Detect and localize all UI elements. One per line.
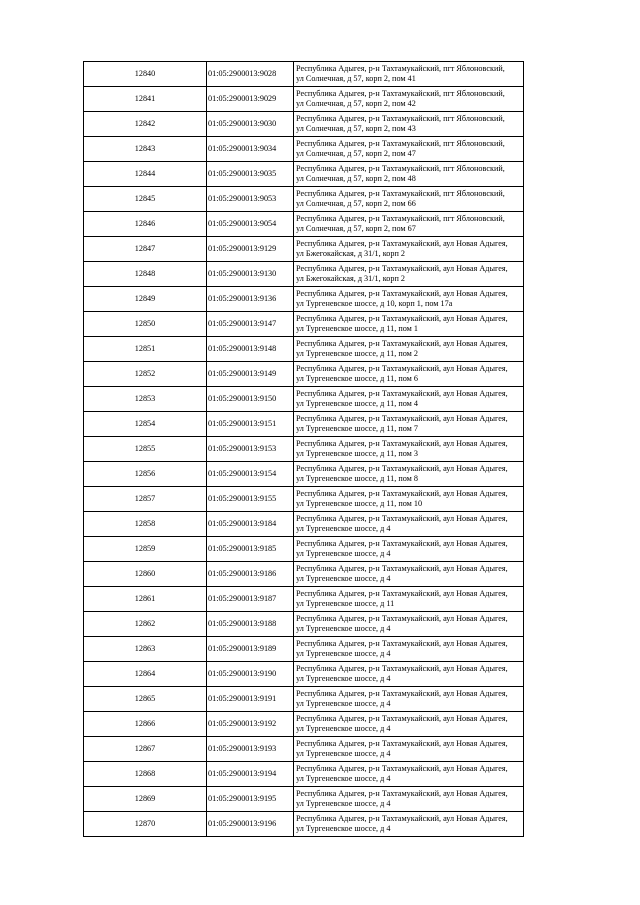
address-line-2: ул Солнечная, д 57, корп 2, пом 43	[296, 124, 416, 133]
address-line-2: ул Тургеневское шоссе, д 4	[296, 524, 391, 533]
address-line-1: Республика Адыгея, р-н Тахтамукайский, пгт Яблоновский,	[296, 189, 505, 199]
row-number-cell: 12867	[84, 737, 207, 762]
address-line-2: ул Тургеневское шоссе, д 11	[296, 599, 395, 608]
address-cell	[294, 537, 524, 562]
cadastral-number-cell: 01:05:2900013:9155	[207, 487, 294, 512]
address-line-2: ул Тургеневское шоссе, д 11, пом 3	[296, 449, 418, 458]
row-number-cell: 12852	[84, 362, 207, 387]
address-cell	[294, 437, 524, 462]
address-cell	[294, 337, 524, 362]
address-line-1: Республика Адыгея, р-н Тахтамукайский, аул Новая Адыгея,	[296, 289, 508, 299]
registry-table	[83, 61, 524, 837]
row-number-cell: 12848	[84, 262, 207, 287]
table-row	[84, 112, 524, 137]
address-line-2: ул Тургеневское шоссе, д 11, пом 10	[296, 499, 423, 508]
address-line-1: Республика Адыгея, р-н Тахтамукайский, аул Новая Адыгея,	[296, 364, 508, 374]
row-number-cell: 12869	[84, 787, 207, 812]
table-row	[84, 712, 524, 737]
cadastral-number-cell: 01:05:2900013:9194	[207, 762, 294, 787]
address-line-2: ул Тургеневское шоссе, д 11, пом 2	[296, 349, 418, 358]
table-row	[84, 737, 524, 762]
address-cell	[294, 112, 524, 137]
row-number-cell: 12859	[84, 537, 207, 562]
address-line-1: Республика Адыгея, р-н Тахтамукайский, аул Новая Адыгея,	[296, 764, 508, 774]
address-line-2: ул Тургеневское шоссе, д 4	[296, 774, 391, 783]
address-cell	[294, 62, 524, 87]
table-row	[84, 562, 524, 587]
table-row	[84, 612, 524, 637]
address-line-2: ул Тургеневское шоссе, д 4	[296, 749, 391, 758]
cadastral-number-cell: 01:05:2900013:9188	[207, 612, 294, 637]
table-row	[84, 812, 524, 837]
address-line-1: Республика Адыгея, р-н Тахтамукайский, аул Новая Адыгея,	[296, 664, 508, 674]
cadastral-number-cell: 01:05:2900013:9149	[207, 362, 294, 387]
address-cell	[294, 137, 524, 162]
address-line-1: Республика Адыгея, р-н Тахтамукайский, пгт Яблоновский,	[296, 114, 505, 124]
cadastral-number-cell: 01:05:2900013:9185	[207, 537, 294, 562]
row-number-cell: 12843	[84, 137, 207, 162]
address-cell	[294, 162, 524, 187]
address-cell	[294, 262, 524, 287]
cadastral-number-cell: 01:05:2900013:9129	[207, 237, 294, 262]
cadastral-number-cell: 01:05:2900013:9034	[207, 137, 294, 162]
cadastral-number-cell: 01:05:2900013:9154	[207, 462, 294, 487]
address-cell	[294, 662, 524, 687]
address-cell	[294, 462, 524, 487]
address-line-2: ул Тургеневское шоссе, д 4	[296, 824, 391, 833]
address-line-2: ул Тургеневское шоссе, д 4	[296, 549, 391, 558]
address-line-2: ул Солнечная, д 57, корп 2, пом 48	[296, 174, 416, 183]
address-cell	[294, 737, 524, 762]
address-line-2: ул Бжегокайская, д 31/1, корп 2	[296, 249, 405, 258]
table-row	[84, 262, 524, 287]
row-number-cell: 12865	[84, 687, 207, 712]
table-row	[84, 362, 524, 387]
address-cell	[294, 387, 524, 412]
address-line-2: ул Солнечная, д 57, корп 2, пом 67	[296, 224, 416, 233]
address-line-2: ул Солнечная, д 57, корп 2, пом 42	[296, 99, 416, 108]
cadastral-number-cell: 01:05:2900013:9030	[207, 112, 294, 137]
address-line-2: ул Тургеневское шоссе, д 11, пом 1	[296, 324, 418, 333]
row-number-cell: 12870	[84, 812, 207, 837]
table-row	[84, 637, 524, 662]
address-line-1: Республика Адыгея, р-н Тахтамукайский, аул Новая Адыгея,	[296, 714, 508, 724]
address-line-1: Республика Адыгея, р-н Тахтамукайский, аул Новая Адыгея,	[296, 814, 508, 824]
cadastral-number-cell: 01:05:2900013:9035	[207, 162, 294, 187]
table-row	[84, 162, 524, 187]
table-row	[84, 462, 524, 487]
table-row	[84, 587, 524, 612]
address-cell	[294, 312, 524, 337]
row-number-cell: 12857	[84, 487, 207, 512]
cadastral-number-cell: 01:05:2900013:9192	[207, 712, 294, 737]
address-line-2: ул Тургеневское шоссе, д 4	[296, 649, 391, 658]
address-line-1: Республика Адыгея, р-н Тахтамукайский, аул Новая Адыгея,	[296, 739, 508, 749]
address-line-1: Республика Адыгея, р-н Тахтамукайский, аул Новая Адыгея,	[296, 614, 508, 624]
row-number-cell: 12851	[84, 337, 207, 362]
table-row	[84, 487, 524, 512]
address-line-1: Республика Адыгея, р-н Тахтамукайский, пгт Яблоновский,	[296, 89, 505, 99]
address-line-2: ул Тургеневское шоссе, д 4	[296, 724, 391, 733]
address-line-2: ул Тургеневское шоссе, д 11, пом 7	[296, 424, 418, 433]
table-row	[84, 412, 524, 437]
address-line-2: ул Солнечная, д 57, корп 2, пом 41	[296, 74, 416, 83]
registry-table-body	[84, 62, 524, 837]
table-row	[84, 787, 524, 812]
address-line-2: ул Тургеневское шоссе, д 4	[296, 624, 391, 633]
address-line-2: ул Тургеневское шоссе, д 4	[296, 799, 391, 808]
address-line-1: Республика Адыгея, р-н Тахтамукайский, аул Новая Адыгея,	[296, 514, 508, 524]
row-number-cell: 12847	[84, 237, 207, 262]
address-line-2: ул Тургеневское шоссе, д 4	[296, 574, 391, 583]
table-row	[84, 212, 524, 237]
cadastral-number-cell: 01:05:2900013:9184	[207, 512, 294, 537]
address-cell	[294, 687, 524, 712]
address-line-1: Республика Адыгея, р-н Тахтамукайский, пгт Яблоновский,	[296, 64, 505, 74]
cadastral-number-cell: 01:05:2900013:9187	[207, 587, 294, 612]
address-line-2: ул Тургеневское шоссе, д 10, корп 1, пом 17а	[296, 299, 453, 308]
address-line-2: ул Солнечная, д 57, корп 2, пом 66	[296, 199, 416, 208]
cadastral-number-cell: 01:05:2900013:9195	[207, 787, 294, 812]
address-line-1: Республика Адыгея, р-н Тахтамукайский, аул Новая Адыгея,	[296, 264, 508, 274]
address-line-1: Республика Адыгея, р-н Тахтамукайский, аул Новая Адыгея,	[296, 589, 508, 599]
cadastral-number-cell: 01:05:2900013:9196	[207, 812, 294, 837]
row-number-cell: 12861	[84, 587, 207, 612]
table-row	[84, 762, 524, 787]
cadastral-number-cell: 01:05:2900013:9186	[207, 562, 294, 587]
row-number-cell: 12868	[84, 762, 207, 787]
address-cell	[294, 87, 524, 112]
address-cell	[294, 762, 524, 787]
table-row	[84, 187, 524, 212]
cadastral-number-cell: 01:05:2900013:9191	[207, 687, 294, 712]
table-row	[84, 512, 524, 537]
address-cell	[294, 287, 524, 312]
address-line-1: Республика Адыгея, р-н Тахтамукайский, аул Новая Адыгея,	[296, 564, 508, 574]
address-line-1: Республика Адыгея, р-н Тахтамукайский, аул Новая Адыгея,	[296, 789, 508, 799]
row-number-cell: 12858	[84, 512, 207, 537]
table-row	[84, 312, 524, 337]
row-number-cell: 12862	[84, 612, 207, 637]
address-cell	[294, 562, 524, 587]
address-cell	[294, 587, 524, 612]
row-number-cell: 12850	[84, 312, 207, 337]
address-line-1: Республика Адыгея, р-н Тахтамукайский, пгт Яблоновский,	[296, 214, 505, 224]
row-number-cell: 12841	[84, 87, 207, 112]
cadastral-number-cell: 01:05:2900013:9136	[207, 287, 294, 312]
address-cell	[294, 412, 524, 437]
address-cell	[294, 362, 524, 387]
address-line-1: Республика Адыгея, р-н Тахтамукайский, аул Новая Адыгея,	[296, 639, 508, 649]
table-row	[84, 87, 524, 112]
cadastral-number-cell: 01:05:2900013:9190	[207, 662, 294, 687]
row-number-cell: 12856	[84, 462, 207, 487]
row-number-cell: 12844	[84, 162, 207, 187]
address-line-1: Республика Адыгея, р-н Тахтамукайский, аул Новая Адыгея,	[296, 539, 508, 549]
address-line-1: Республика Адыгея, р-н Тахтамукайский, аул Новая Адыгея,	[296, 439, 508, 449]
table-row	[84, 437, 524, 462]
table-row	[84, 287, 524, 312]
table-row	[84, 537, 524, 562]
cadastral-number-cell: 01:05:2900013:9150	[207, 387, 294, 412]
address-line-1: Республика Адыгея, р-н Тахтамукайский, пгт Яблоновский,	[296, 139, 505, 149]
row-number-cell: 12866	[84, 712, 207, 737]
address-cell	[294, 237, 524, 262]
address-line-1: Республика Адыгея, р-н Тахтамукайский, аул Новая Адыгея,	[296, 414, 508, 424]
address-line-2: ул Бжегокайская, д 31/1, корп 2	[296, 274, 405, 283]
address-cell	[294, 512, 524, 537]
cadastral-number-cell: 01:05:2900013:9193	[207, 737, 294, 762]
address-line-1: Республика Адыгея, р-н Тахтамукайский, аул Новая Адыгея,	[296, 389, 508, 399]
row-number-cell: 12855	[84, 437, 207, 462]
address-line-2: ул Тургеневское шоссе, д 11, пом 6	[296, 374, 418, 383]
address-cell	[294, 712, 524, 737]
cadastral-number-cell: 01:05:2900013:9053	[207, 187, 294, 212]
table-row	[84, 237, 524, 262]
address-line-1: Республика Адыгея, р-н Тахтамукайский, аул Новая Адыгея,	[296, 689, 508, 699]
table-row	[84, 62, 524, 87]
cadastral-number-cell: 01:05:2900013:9130	[207, 262, 294, 287]
table-row	[84, 337, 524, 362]
row-number-cell: 12863	[84, 637, 207, 662]
cadastral-number-cell: 01:05:2900013:9028	[207, 62, 294, 87]
address-line-2: ул Тургеневское шоссе, д 4	[296, 674, 391, 683]
row-number-cell: 12864	[84, 662, 207, 687]
address-cell	[294, 612, 524, 637]
address-line-1: Республика Адыгея, р-н Тахтамукайский, аул Новая Адыгея,	[296, 314, 508, 324]
cadastral-number-cell: 01:05:2900013:9148	[207, 337, 294, 362]
row-number-cell: 12860	[84, 562, 207, 587]
address-cell	[294, 812, 524, 837]
cadastral-number-cell: 01:05:2900013:9151	[207, 412, 294, 437]
row-number-cell: 12849	[84, 287, 207, 312]
table-row	[84, 662, 524, 687]
address-cell	[294, 487, 524, 512]
address-line-2: ул Тургеневское шоссе, д 11, пом 4	[296, 399, 418, 408]
table-row	[84, 687, 524, 712]
row-number-cell: 12845	[84, 187, 207, 212]
address-line-2: ул Солнечная, д 57, корп 2, пом 47	[296, 149, 416, 158]
row-number-cell: 12854	[84, 412, 207, 437]
row-number-cell: 12853	[84, 387, 207, 412]
cadastral-number-cell: 01:05:2900013:9029	[207, 87, 294, 112]
address-line-1: Республика Адыгея, р-н Тахтамукайский, аул Новая Адыгея,	[296, 464, 508, 474]
address-cell	[294, 187, 524, 212]
address-cell	[294, 787, 524, 812]
row-number-cell: 12840	[84, 62, 207, 87]
address-line-1: Республика Адыгея, р-н Тахтамукайский, пгт Яблоновский,	[296, 164, 505, 174]
row-number-cell: 12842	[84, 112, 207, 137]
cadastral-number-cell: 01:05:2900013:9189	[207, 637, 294, 662]
address-line-2: ул Тургеневское шоссе, д 4	[296, 699, 391, 708]
address-cell	[294, 212, 524, 237]
cadastral-number-cell: 01:05:2900013:9147	[207, 312, 294, 337]
table-row	[84, 137, 524, 162]
address-cell	[294, 637, 524, 662]
address-line-2: ул Тургеневское шоссе, д 11, пом 8	[296, 474, 418, 483]
row-number-cell: 12846	[84, 212, 207, 237]
address-line-1: Республика Адыгея, р-н Тахтамукайский, аул Новая Адыгея,	[296, 339, 508, 349]
address-line-1: Республика Адыгея, р-н Тахтамукайский, аул Новая Адыгея,	[296, 489, 508, 499]
cadastral-number-cell: 01:05:2900013:9054	[207, 212, 294, 237]
table-row	[84, 387, 524, 412]
cadastral-number-cell: 01:05:2900013:9153	[207, 437, 294, 462]
address-line-1: Республика Адыгея, р-н Тахтамукайский, аул Новая Адыгея,	[296, 239, 508, 249]
